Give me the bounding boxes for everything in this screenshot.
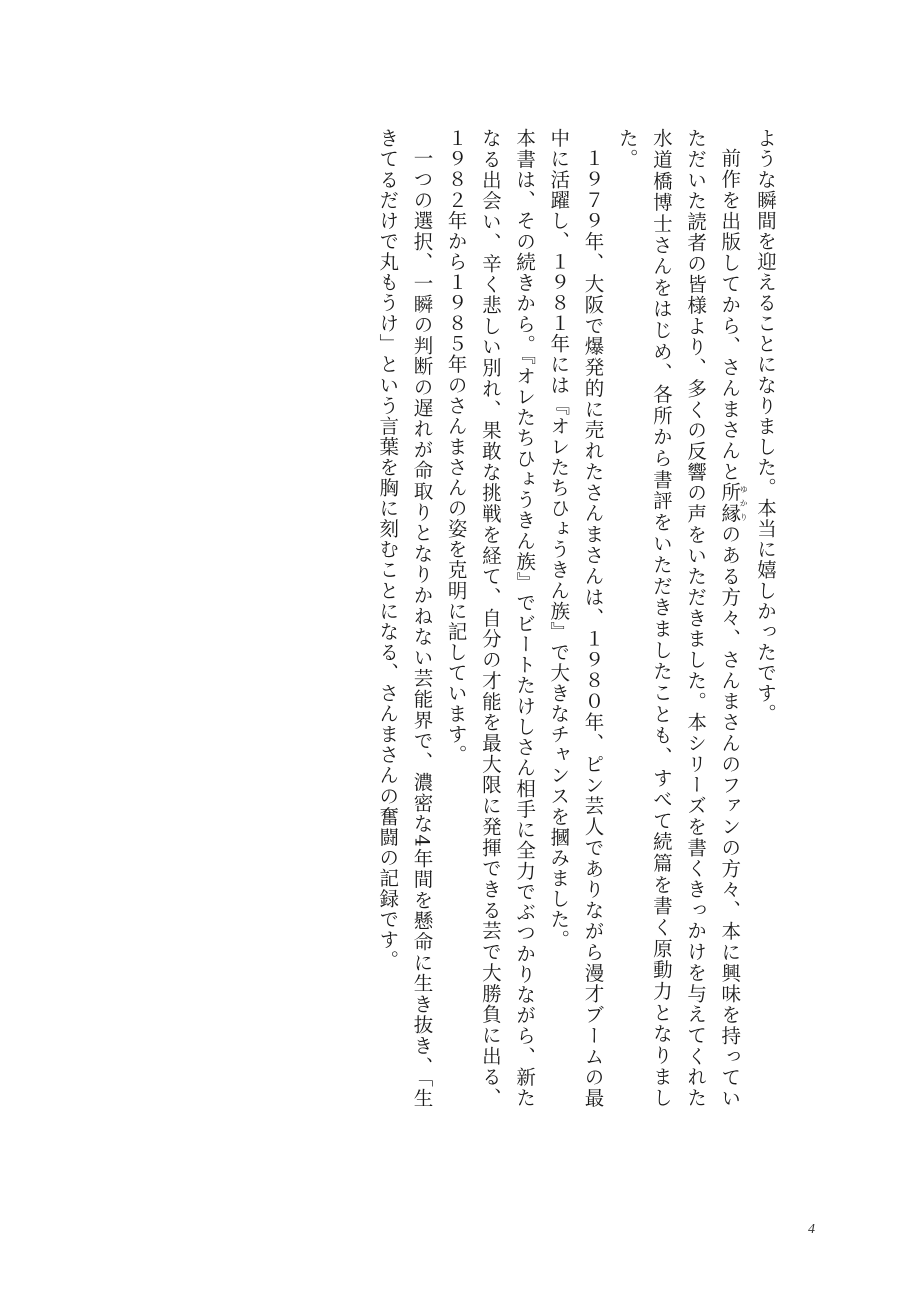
page-number: 4	[808, 1222, 815, 1237]
paragraph-2-before-ruby: 前作を出版してから、さんまさんと	[718, 147, 742, 482]
furigana-ruby	[718, 481, 749, 524]
paragraph-2-after-ruby: のある方々、さんまさんのファンの方々、本に興味を持っていただいた読者の皆様より、多くの反響の声をいただきました。本シリーズを書くきっかけを与えてくれた水道橋博士さんをはじめ、各所から書評をいただきましたことも、すべて続篇を書く原動力となりました。	[615, 128, 742, 1108]
vertical-text-body	[312, 128, 782, 1108]
paragraph-1: ような瞬間を迎えることになりました。本当に嬉しかったです。	[754, 128, 777, 724]
ruby-reading: ゆかり	[739, 481, 749, 524]
paragraph-4: 本書は、その続きから。『オレたちひょうきん族』でビートたけしさん相手に全力でぶつかりながら、新たなる出会い、辛く悲しい別れ、果敢な挑戦を経て、自分の才能を最大限に発揮できる芸で大勝負に出る、１９８２年から１９８５年のさんまさんの姿を克明に記しています。	[444, 128, 537, 1108]
paragraph-2	[609, 128, 747, 1108]
ruby-base: 所縁	[718, 481, 742, 524]
paragraph-3: １９７９年、大阪で爆発的に売れたさんまさんは、１９８０年、ピン芸人でありながら漫才ブームの最中に活躍し、１９８１年には『オレたちひょうきん族』で大きなチャンスを摑みました。	[547, 128, 605, 1108]
paragraph-5: 一つの選択、一瞬の判断の遅れが命取りとなりかねない芸能界で、濃密な4年間を懸命に生き抜き、「生きてるだけで丸もうけ」という言葉を胸に刻むことになる、さんまさんの奮闘の記録です。	[376, 128, 434, 1108]
